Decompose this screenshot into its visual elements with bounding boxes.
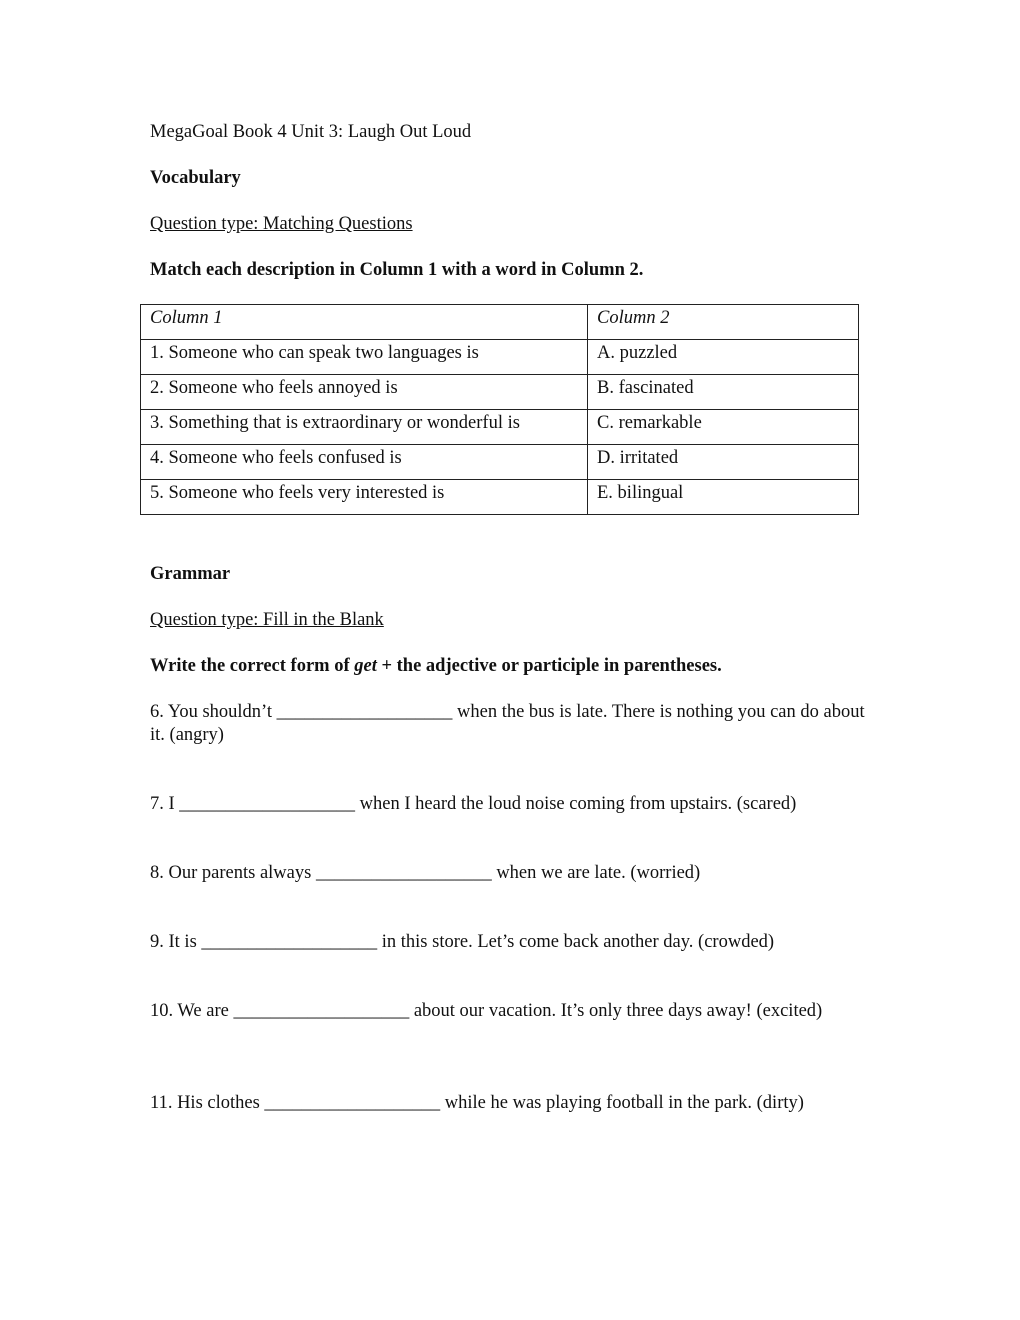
header-column-2: Column 2 xyxy=(588,305,859,340)
question-6: 6. You shouldn’t ___________________ when the bus is late. There is nothing you can do about it. (angry) xyxy=(150,702,865,745)
table-row xyxy=(141,410,859,445)
instruction-em: get xyxy=(354,656,377,676)
document-title: MegaGoal Book 4 Unit 3: Laugh Out Loud xyxy=(150,122,472,142)
question-10: 10. We are ___________________ about our vacation. It’s only three days away! (excited) xyxy=(150,1001,823,1021)
instruction-post: + the adjective or participle in parentheses. xyxy=(376,656,722,676)
vocabulary-question-type: Question type: Matching Questions xyxy=(150,214,413,234)
question-9: 9. It is ___________________ in this store. Let’s come back another day. (crowded) xyxy=(150,932,775,952)
word-cell: E. bilingual xyxy=(588,480,859,515)
table-header-row xyxy=(141,305,859,340)
description-cell: 5. Someone who feels very interested is xyxy=(141,480,588,515)
header-column-1: Column 1 xyxy=(141,305,588,340)
table-row xyxy=(141,480,859,515)
table-row xyxy=(141,340,859,375)
word-cell: A. puzzled xyxy=(588,340,859,375)
table-row xyxy=(141,375,859,410)
description-cell: 1. Someone who can speak two languages is xyxy=(141,340,588,375)
instruction-pre: Write the correct form of xyxy=(150,656,355,676)
matching-table xyxy=(140,304,859,515)
grammar-question-type: Question type: Fill in the Blank xyxy=(150,610,384,630)
description-cell: 4. Someone who feels confused is xyxy=(141,445,588,480)
question-7: 7. I ___________________ when I heard the loud noise coming from upstairs. (scared) xyxy=(150,794,797,814)
word-cell: B. fascinated xyxy=(588,375,859,410)
question-8: 8. Our parents always ___________________ when we are late. (worried) xyxy=(150,863,701,883)
question-11: 11. His clothes ___________________ while he was playing football in the park. (dirty) xyxy=(150,1093,804,1113)
grammar-heading: Grammar xyxy=(150,564,231,584)
vocabulary-heading: Vocabulary xyxy=(150,168,241,188)
word-cell: D. irritated xyxy=(588,445,859,480)
grammar-instruction xyxy=(150,655,722,678)
description-cell: 2. Someone who feels annoyed is xyxy=(141,375,588,410)
table-row xyxy=(141,445,859,480)
vocabulary-instruction: Match each description in Column 1 with a word in Column 2. xyxy=(150,260,644,280)
description-cell: 3. Something that is extraordinary or wonderful is xyxy=(141,410,588,445)
word-cell: C. remarkable xyxy=(588,410,859,445)
